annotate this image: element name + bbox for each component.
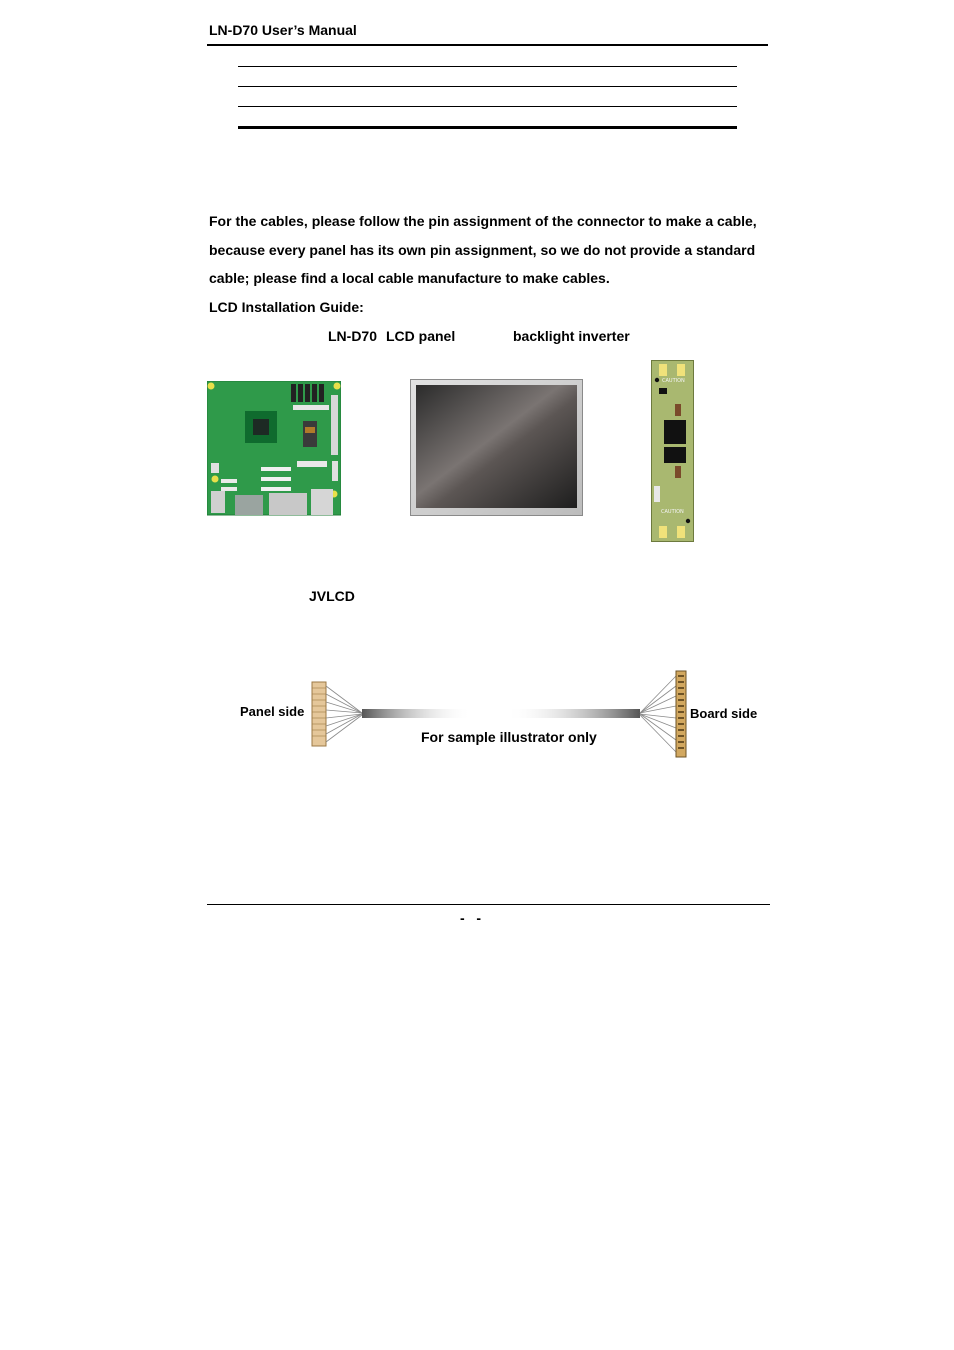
table-rule — [238, 106, 737, 107]
manual-title: LN-D70 User’s Manual — [209, 22, 357, 38]
connector-label: JVLCD — [309, 588, 355, 604]
lcd-panel-image — [410, 379, 583, 516]
table-bottom-rule — [238, 126, 737, 129]
paragraph-line: cable; please find a local cable manufacture to make cables. — [209, 270, 610, 287]
lcd-panel-label: LCD panel — [386, 328, 456, 344]
page-number: - - — [460, 910, 481, 926]
panel-side-label: Panel side — [240, 704, 305, 719]
board-label: LN-D70 — [328, 328, 378, 344]
inverter-label: backlight inverter — [513, 328, 630, 344]
paragraph-line: because every panel has its own pin assignment, so we do not provide a standard — [209, 241, 756, 258]
header-rule — [207, 44, 768, 46]
paragraph-line: For the cables, please follow the pin assignment of the connector to make a cable, — [209, 213, 757, 229]
board-side-label: Board side — [690, 706, 758, 721]
lcd-cable-image — [306, 668, 690, 760]
caution-text-bottom: CAUTION — [661, 509, 684, 515]
guide-heading: LCD Installation Guide: — [209, 299, 364, 316]
motherboard-image — [207, 381, 341, 517]
cable-instruction-paragraph — [209, 207, 774, 322]
table-rule — [238, 86, 737, 87]
cable-caption: For sample illustrator only — [421, 729, 597, 745]
footer-rule — [207, 904, 770, 905]
backlight-inverter-image — [651, 360, 694, 542]
caution-text-top: CAUTION — [662, 378, 685, 384]
table-rule — [238, 66, 737, 67]
